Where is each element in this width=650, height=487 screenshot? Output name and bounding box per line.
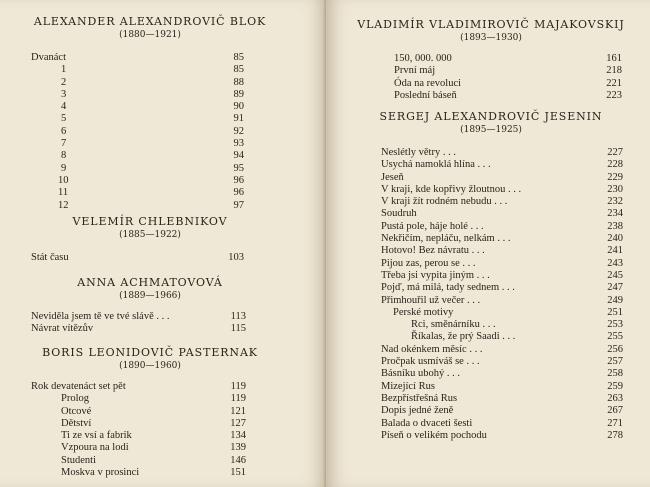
toc-page: 278 [607, 429, 623, 441]
toc-title: Soudruh [381, 208, 417, 220]
toc-row [31, 77, 244, 89]
toc-title: Prolog [61, 393, 90, 405]
toc-row [31, 442, 246, 454]
toc-page: 88 [233, 76, 244, 88]
toc-row [31, 113, 244, 125]
toc-title: Stát času [31, 252, 69, 263]
poet-years: (1889—1966) [119, 291, 181, 301]
section-achmatovova [30, 276, 270, 301]
section-majakovskij [346, 18, 636, 43]
toc-row [31, 101, 244, 113]
toc-title: Rci, směnárníku . . . [411, 319, 496, 331]
toc-page: 255 [607, 331, 623, 343]
toc-page: 253 [607, 319, 623, 331]
toc-title: Neslétly větry . . . [381, 147, 456, 158]
toc-title: Pojď, má milá, tady sednem . . . [381, 282, 515, 294]
toc-row [31, 393, 246, 405]
toc-page: 267 [607, 405, 623, 417]
section-blok [30, 15, 270, 40]
toc-row [31, 200, 244, 212]
toc-page: 247 [607, 282, 623, 294]
toc-row [31, 381, 246, 393]
toc-jesenin [381, 147, 623, 442]
toc-achmatovova [31, 311, 246, 336]
toc-row [381, 393, 623, 405]
toc-row [381, 344, 623, 356]
toc-page: 230 [607, 183, 623, 195]
toc-title: 1 [61, 64, 67, 76]
toc-title: 11 [58, 187, 69, 199]
toc-title: Perské motivy [393, 306, 454, 318]
toc-title: Návrat vítězův [31, 323, 94, 335]
poet-years: (1895—1925) [460, 125, 522, 135]
toc-page: 221 [606, 77, 622, 89]
poet-name: VLADIMÍR VLADIMIROVIČ MAJAKOVSKIJ [357, 18, 625, 31]
toc-page: 89 [233, 88, 244, 100]
toc-page: 119 [230, 393, 246, 405]
toc-page: 228 [607, 159, 623, 171]
toc-title: Hotovo! Bez návratu . . . [381, 245, 485, 257]
toc-title: V kraji, kde kopřivy žloutnou . . . [381, 183, 522, 195]
toc-title: Říkalas, že prý Saadi . . . [411, 331, 516, 343]
toc-row [381, 381, 623, 393]
toc-title: Nekřičím, nepláču, nelkám . . . [381, 233, 511, 245]
toc-row [31, 89, 244, 101]
toc-row [381, 368, 623, 380]
toc-title: Mizející Rus [381, 380, 435, 392]
toc-title: Poslední báseň [394, 89, 457, 101]
toc-row [381, 221, 623, 233]
toc-page: 241 [607, 245, 623, 257]
toc-title: Přimhouřil už večer . . . [381, 294, 481, 306]
toc-title: Studenti [61, 454, 97, 466]
toc-row [31, 126, 244, 138]
poet-name: ALEXANDER ALEXANDROVIČ BLOK [33, 15, 267, 28]
toc-page: 259 [607, 380, 623, 392]
toc-page: 263 [607, 392, 623, 404]
toc-page: 121 [230, 405, 246, 417]
toc-title: První máj [394, 65, 436, 77]
poet-name: BORIS LEONIDOVIČ PASTERNAK [42, 346, 258, 359]
toc-title: Nad okénkem měsíc . . . [381, 343, 483, 355]
toc-page: 96 [233, 187, 244, 199]
toc-page: 243 [607, 257, 623, 269]
toc-row [31, 311, 246, 323]
toc-row [31, 163, 244, 175]
toc-title: Jeseň [381, 171, 404, 183]
toc-row [381, 331, 623, 343]
toc-title: 150, 000. 000 [394, 53, 452, 64]
toc-page: 103 [228, 252, 244, 263]
toc-title: Pročpak usmíváš se . . . [381, 356, 480, 368]
toc-title: Básníku ubohý . . . [381, 368, 461, 380]
toc-page: 113 [230, 311, 246, 322]
toc-page: 251 [607, 306, 623, 318]
toc-page: 256 [607, 343, 623, 355]
toc-row [31, 430, 246, 442]
toc-row [381, 307, 623, 319]
right-page [326, 0, 650, 487]
toc-row [381, 159, 623, 171]
toc-page: 223 [606, 89, 622, 101]
toc-title: Vzpoura na lodi [61, 442, 129, 454]
toc-page: 91 [233, 113, 244, 125]
toc-title: Moskva v prosinci [61, 467, 140, 479]
toc-title: 10 [58, 174, 69, 186]
toc-row [381, 147, 623, 159]
toc-row [31, 52, 244, 64]
poet-years: (1880—1921) [119, 30, 181, 40]
toc-page: 240 [607, 233, 623, 245]
toc-title: 7 [61, 138, 67, 150]
toc-page: 90 [233, 101, 244, 113]
toc-title: Otcové [61, 405, 92, 417]
toc-row [394, 65, 622, 77]
toc-page: 238 [607, 220, 623, 232]
toc-page: 227 [607, 147, 623, 158]
toc-page: 92 [233, 125, 244, 137]
toc-page: 85 [233, 52, 244, 63]
toc-row [381, 233, 623, 245]
toc-title: 3 [61, 88, 67, 100]
toc-title: Usychá namoklá hlína . . . [381, 159, 491, 171]
toc-title: Dětství [61, 417, 92, 429]
toc-title: 4 [61, 101, 67, 113]
toc-page: 119 [230, 381, 246, 392]
toc-page: 95 [233, 162, 244, 174]
toc-row [31, 455, 246, 467]
toc-title: Třeba jsi vypita jiným . . . [381, 269, 490, 281]
toc-page: 115 [230, 323, 246, 335]
toc-title: Óda na revoluci [394, 77, 462, 89]
poet-name: VELEMÍR CHLEBNIKOV [72, 215, 228, 228]
toc-row [31, 406, 246, 418]
toc-row [31, 138, 244, 150]
toc-row [381, 418, 623, 430]
toc-page: 151 [230, 467, 246, 479]
toc-row [381, 430, 623, 442]
toc-title: 5 [61, 113, 67, 125]
toc-page: 161 [606, 53, 622, 64]
toc-page: 232 [607, 196, 623, 208]
toc-pasternak [31, 381, 246, 479]
toc-row [394, 90, 622, 102]
toc-page: 249 [607, 294, 623, 306]
toc-page: 245 [607, 269, 623, 281]
section-jesenin [346, 110, 636, 135]
toc-row [31, 175, 244, 187]
toc-title: Dvanáct [31, 52, 66, 63]
toc-row [381, 319, 623, 331]
poet-years: (1893—1930) [460, 33, 522, 43]
toc-row [381, 282, 623, 294]
toc-row [31, 418, 246, 430]
toc-row [381, 270, 623, 282]
toc-page: 234 [607, 208, 623, 220]
toc-row [381, 295, 623, 307]
toc-title: Ti ze vsí a fabrik [61, 430, 132, 442]
poet-name: ANNA ACHMATOVOVÁ [77, 276, 223, 289]
toc-blok [31, 52, 244, 212]
toc-title: Pustá pole, háje holé . . . [381, 220, 484, 232]
toc-page: 97 [233, 199, 244, 211]
toc-title: 2 [61, 76, 67, 88]
toc-title: Rok devatenáct set pět [31, 381, 126, 392]
toc-row [31, 467, 246, 479]
toc-row [381, 184, 623, 196]
toc-page: 94 [233, 150, 244, 162]
toc-title: 9 [61, 162, 67, 174]
toc-majakovskij [394, 53, 622, 102]
toc-row [394, 78, 622, 90]
toc-title: Bezpřístřešná Rus [381, 392, 458, 404]
toc-page: 258 [607, 368, 623, 380]
toc-title: 12 [58, 199, 69, 211]
toc-title: Píseň o velikém pochodu [381, 429, 487, 441]
toc-page: 146 [230, 454, 246, 466]
toc-row [31, 252, 244, 264]
toc-title: Neviděla jsem tě ve tvé slávě . . . [31, 311, 170, 322]
toc-page: 134 [230, 430, 246, 442]
toc-chlebnikov [31, 252, 244, 264]
toc-page: 139 [230, 442, 246, 454]
toc-row [381, 405, 623, 417]
toc-page: 229 [607, 171, 623, 183]
toc-row [31, 323, 246, 335]
toc-title: 6 [61, 125, 67, 137]
toc-title: Balada o dvaceti šesti [381, 417, 473, 429]
toc-row [381, 172, 623, 184]
section-chlebnikov [30, 215, 270, 240]
toc-page: 218 [606, 65, 622, 77]
poet-name: SERGEJ ALEXANDROVIČ JESENIN [379, 110, 603, 123]
toc-row [381, 258, 623, 270]
toc-row [381, 356, 623, 368]
poet-years: (1885—1922) [119, 230, 181, 240]
toc-page: 257 [607, 356, 623, 368]
toc-page: 271 [607, 417, 623, 429]
toc-row [381, 196, 623, 208]
toc-title: V kraji žít rodném nebudu . . . [381, 196, 508, 208]
toc-title: Dopis jedné ženě [381, 405, 454, 417]
toc-page: 127 [230, 417, 246, 429]
toc-row [31, 187, 244, 199]
toc-title: Pijou zas, perou se . . . [381, 257, 476, 269]
toc-row [31, 64, 244, 76]
poet-years: (1890—1960) [119, 361, 181, 371]
toc-page: 96 [233, 174, 244, 186]
toc-title: 8 [61, 150, 67, 162]
toc-page: 85 [233, 64, 244, 76]
section-pasternak [30, 346, 270, 371]
toc-page: 93 [233, 138, 244, 150]
toc-row [394, 53, 622, 65]
toc-row [381, 245, 623, 257]
toc-row [31, 150, 244, 162]
toc-row [381, 208, 623, 220]
